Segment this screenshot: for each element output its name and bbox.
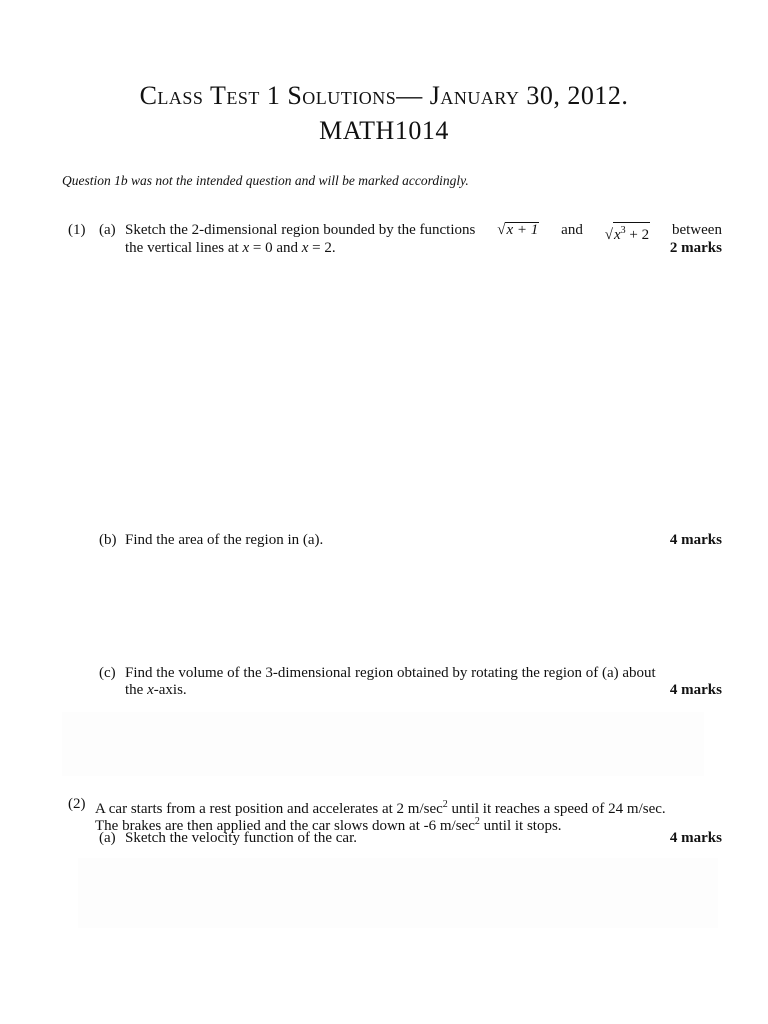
q1a-func1: √x + 1 bbox=[497, 222, 539, 238]
q1c-line2: the x-axis. bbox=[125, 682, 187, 698]
course-code: MATH1014 bbox=[319, 116, 449, 145]
q1b-marks: 4 marks bbox=[669, 532, 722, 548]
q1c-marks: 4 marks bbox=[669, 682, 722, 698]
note-text: Question 1b was not the intended question and will be marked accordingly. bbox=[62, 173, 469, 188]
q1a-label: (a) bbox=[99, 222, 116, 238]
page-title: Class Test 1 Solutions— January 30, 2012. bbox=[139, 81, 629, 110]
q1a-and: and bbox=[561, 222, 583, 238]
q1c-label: (c) bbox=[99, 665, 116, 681]
q1a-line2: the vertical lines at x = 0 and x = 2. bbox=[125, 240, 336, 256]
q1a-text-post: between bbox=[671, 222, 722, 238]
q2a-text: Sketch the velocity function of the car. bbox=[125, 830, 358, 846]
q1c-line1: Find the volume of the 3-dimensional region obtained by rotating the region of (a) about bbox=[125, 665, 656, 681]
answer-space-q2a bbox=[78, 858, 718, 928]
q2-line1: A car starts from a rest position and accelerates at 2 $m/\sec^2$ until it reaches a speed of 24 m/sec. bbox=[95, 799, 666, 817]
q2-line2: The brakes are then applied and the car slows down at -6 $m/\sec^2$ until it stops. bbox=[95, 816, 562, 834]
q1a-func2: $√x^3 + 2$ bbox=[605, 222, 650, 244]
q2a-label: (a) bbox=[99, 830, 116, 846]
q1b-text: Find the area of the region in (a). bbox=[125, 532, 324, 548]
q2-number: (2) bbox=[68, 796, 86, 812]
q1a-text-pre: Sketch the 2-dimensional region bounded by the functions bbox=[125, 222, 476, 238]
answer-space-q1c bbox=[62, 712, 704, 776]
q2a-marks: 4 marks bbox=[669, 830, 722, 846]
q1a-marks: 2 marks bbox=[669, 240, 722, 256]
q1-number: (1) bbox=[68, 222, 86, 238]
q1b-label: (b) bbox=[99, 532, 117, 548]
